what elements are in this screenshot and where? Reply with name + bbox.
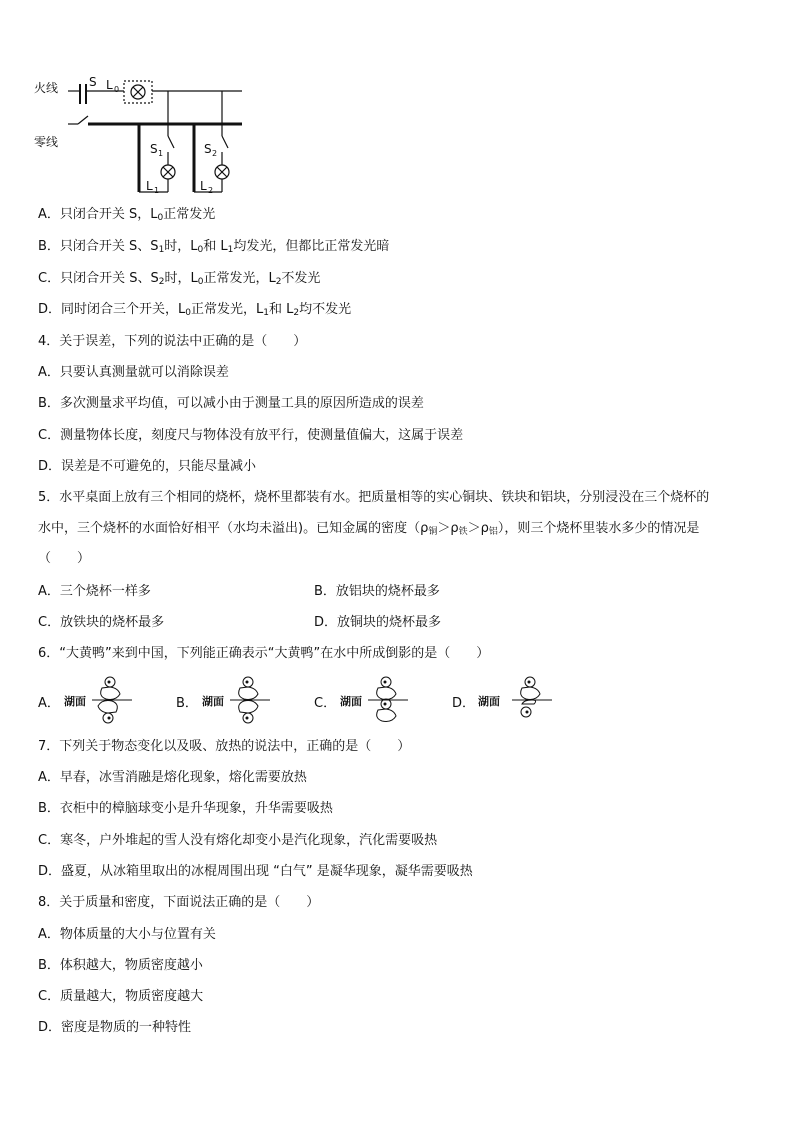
q6-option-d[interactable]: D． 湖面: [452, 674, 572, 726]
q5-option-c[interactable]: C．放铁块的烧杯最多: [38, 615, 165, 630]
lamp-l0-label: L: [106, 78, 113, 92]
q5-option-b[interactable]: B．放铝块的烧杯最多: [314, 584, 440, 599]
switch-s-label: S: [89, 75, 97, 89]
duck-diagram-c: [368, 674, 408, 726]
lamp-l2-sub: 2: [208, 186, 214, 195]
neutral-wire-label: 零线: [34, 135, 59, 149]
q5-stem-line-3: （ ）: [38, 551, 91, 566]
q6-stem: 6．“大黄鸭”来到中国，下列能正确表示“大黄鸭”在水中所成倒影的是（ ）: [38, 646, 490, 661]
duck-diagram-a: [92, 674, 132, 726]
q8-option-c[interactable]: C．质量越大，物质密度越大: [38, 989, 204, 1004]
q4-option-a[interactable]: A．只要认真测量就可以消除误差: [38, 365, 229, 380]
switch-s2-sub: 2: [212, 149, 218, 158]
q3-option-c[interactable]: C．只闭合开关 S、$S_2$时，$L_0$正常发光，$L_2$不发光: [38, 271, 321, 287]
q6-option-b[interactable]: B． 湖面: [176, 674, 296, 726]
q3-option-a[interactable]: A．只闭合开关 S，$L_0$正常发光: [38, 207, 216, 223]
lamp-l2-label: L: [200, 179, 207, 193]
q5-option-a[interactable]: A．三个烧杯一样多: [38, 584, 151, 599]
lamp-l1-label: L: [146, 179, 153, 193]
q5-stem-line-2: 水中，三个烧杯的水面恰好相平（水均未溢出)。已知金属的密度$(\rho_铜>\rho_铁>\rho_铝)$，则三个烧杯里装水多少的情况是: [38, 521, 700, 537]
q7-option-b[interactable]: B．衣柜中的樟脑球变小是升华现象，升华需要吸热: [38, 801, 333, 816]
q6-option-a[interactable]: A． 湖面: [38, 674, 158, 726]
q7-option-c[interactable]: C．寒冬，户外堆起的雪人没有熔化却变小是汽化现象，汽化需要吸热: [38, 833, 438, 848]
switch-s2-label: S: [204, 142, 212, 156]
q3-option-d[interactable]: D．同时闭合三个开关，$L_0$正常发光，$L_1$和 $L_2$均不发光: [38, 302, 352, 318]
q4-option-b[interactable]: B．多次测量求平均值，可以减小由于测量工具的原因所造成的误差: [38, 396, 424, 411]
q4-option-d[interactable]: D．误差是不可避免的，只能尽量减小: [38, 459, 257, 474]
q4-stem: 4．关于误差，下列的说法中正确的是（ ）: [38, 334, 307, 349]
q3-option-b[interactable]: B．只闭合开关 S、$S_1$时，$L_0$和 $L_1$均发光，但都比正常发光暗: [38, 239, 390, 255]
q8-option-b[interactable]: B．体积越大，物质密度越小: [38, 958, 203, 973]
q6-option-c[interactable]: C． 湖面: [314, 674, 434, 726]
duck-diagram-d: [512, 674, 552, 726]
q5-stem-line-1: 5．水平桌面上放有三个相同的烧杯，烧杯里都装有水。把质量相等的实心铜块、铁块和铝块，分别浸没在三个烧杯的: [38, 490, 710, 505]
q7-stem: 7．下列关于物态变化以及吸、放热的说法中，正确的是（ ）: [38, 739, 411, 754]
circuit-diagram: [34, 74, 248, 198]
q8-option-a[interactable]: A．物体质量的大小与位置有关: [38, 927, 216, 942]
switch-s1-label: S: [150, 142, 158, 156]
q5-option-d[interactable]: D．放铜块的烧杯最多: [314, 615, 442, 630]
q4-option-c[interactable]: C．测量物体长度，刻度尺与物体没有放平行，使测量值偏大，这属于误差: [38, 428, 464, 443]
live-wire-label: 火线: [34, 81, 59, 95]
lamp-l1-sub: 1: [154, 186, 160, 195]
duck-diagram-b: [230, 674, 270, 726]
lamp-l0-sub: 0: [114, 85, 120, 94]
q7-option-d[interactable]: D．盛夏，从冰箱里取出的冰棍周围出现 “白气” 是凝华现象，凝华需要吸热: [38, 864, 473, 879]
switch-s1-sub: 1: [158, 149, 164, 158]
q8-option-d[interactable]: D．密度是物质的一种特性: [38, 1020, 192, 1035]
q8-stem: 8．关于质量和密度，下面说法正确的是（ ）: [38, 895, 320, 910]
q7-option-a[interactable]: A．早春，冰雪消融是熔化现象，熔化需要放热: [38, 770, 307, 785]
